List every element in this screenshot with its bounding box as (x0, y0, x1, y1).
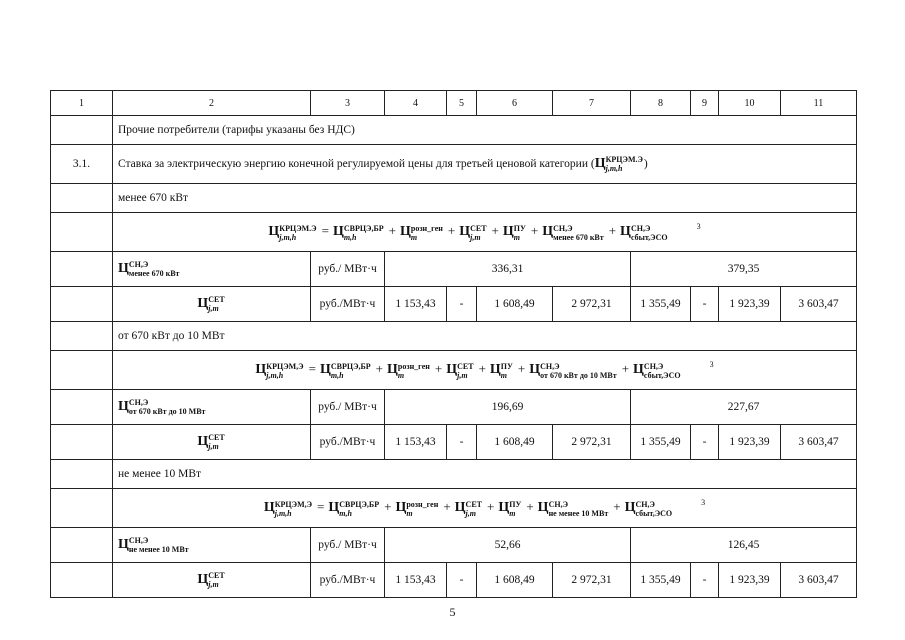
symbol-superscript: ПУ (509, 499, 522, 509)
plus-sign: + (447, 223, 456, 239)
symbol-indices (514, 224, 526, 242)
symbol-indices (208, 295, 224, 313)
symbol-superscript: ПУ (500, 361, 513, 371)
formula-row (51, 213, 857, 252)
symbol-letter: Ц (328, 500, 340, 516)
symbol-indices (470, 224, 486, 242)
symbol-letter: Ц (633, 362, 644, 378)
sn-rate-symbol (118, 260, 180, 278)
symbol-indices (339, 500, 379, 518)
symbol-indices (501, 362, 513, 380)
plus-sign: + (526, 499, 534, 515)
symbol-subscript: j,m (465, 508, 476, 518)
empty-cell (51, 116, 113, 145)
symbol-subscript: j,m (470, 232, 481, 242)
section-label: менее 670 кВт (113, 184, 857, 213)
symbol-subscript: j,m,h (266, 370, 284, 380)
empty-cell (51, 322, 113, 351)
symbol-letter: Ц (118, 398, 129, 414)
set-value-cell: 2 972,31 (553, 425, 631, 460)
plus-sign: + (434, 361, 443, 377)
set-rate-symbol (197, 433, 225, 451)
symbol-subscript: m,h (330, 370, 344, 380)
symbol-subscript: не менее 10 МВт (548, 508, 609, 518)
plus-sign: + (388, 223, 396, 239)
rate-symbol-cell (113, 425, 311, 460)
sn-rate-row (51, 390, 857, 425)
set-value-cell: - (447, 563, 477, 598)
symbol-superscript: СВРЦЭ,БР (343, 223, 384, 233)
symbol-subscript: m,h (339, 508, 352, 518)
plus-sign: + (384, 499, 392, 515)
symbol-indices (129, 398, 206, 416)
symbol-letter: Ц (502, 224, 514, 240)
plus-sign: + (487, 499, 495, 515)
symbol-indices (208, 571, 224, 589)
symbol-letter: Ц (529, 362, 541, 378)
empty-cell (51, 351, 113, 390)
symbol-letter: Ц (197, 295, 209, 311)
unit-cell: руб./ МВт·ч (311, 390, 385, 425)
set-value-cell: 1 608,49 (477, 287, 553, 322)
set-value-cell: 3 603,47 (781, 425, 857, 460)
plus-sign: + (491, 223, 499, 239)
empty-cell (51, 213, 113, 252)
rate-symbol-cell (113, 252, 311, 287)
unit-cell: руб./ МВт·ч (311, 252, 385, 287)
empty-cell (51, 287, 113, 322)
symbol-subscript: m (509, 508, 516, 518)
symbol-letter: Ц (446, 362, 458, 378)
empty-cell (51, 563, 113, 598)
symbol-subscript: m (406, 508, 413, 518)
column-number: 2 (113, 91, 311, 116)
formula-lhs-symbol (263, 499, 313, 518)
symbol-superscript: КРЦЭМ.Э (279, 223, 317, 233)
formula-cell (113, 213, 857, 252)
symbol-letter: Ц (620, 224, 631, 240)
symbol-subscript: j,m,h (605, 164, 623, 173)
empty-cell (51, 390, 113, 425)
symbol-superscript: СВРЦЭ,БР (339, 499, 380, 509)
plus-sign: + (517, 361, 526, 377)
column-number: 11 (781, 91, 857, 116)
symbol-letter: Ц (263, 500, 275, 516)
symbol-letter: Ц (624, 500, 636, 516)
symbol-superscript: розн_ген (406, 499, 439, 509)
symbol-superscript: СЕТ (208, 433, 225, 442)
symbol-letter: Ц (459, 224, 471, 240)
symbol-indices (509, 500, 521, 518)
rate-symbol-cell (113, 528, 311, 563)
column-number: 1 (51, 91, 113, 116)
title-paren-open: ( (590, 157, 595, 170)
formula-term-symbol (387, 361, 431, 380)
empty-cell (51, 528, 113, 563)
symbol-indices (631, 224, 668, 242)
formula-term-symbol (332, 223, 385, 242)
formula-lhs-symbol (255, 361, 304, 380)
symbol-indices (129, 536, 189, 554)
symbol-superscript: СВРЦЭ,БР (330, 361, 371, 371)
symbol-superscript: СН,Э (128, 398, 149, 407)
plus-sign: + (530, 223, 539, 239)
symbol-letter: Ц (400, 224, 411, 240)
symbol-letter: Ц (197, 433, 209, 449)
symbol-indices (606, 155, 643, 173)
symbol-letter: Ц (387, 362, 398, 378)
category-label: Прочие потребители (тарифы указаны без НДС) (113, 116, 857, 145)
formula-term-symbol (319, 361, 372, 380)
set-value-cell: 1 355,49 (631, 563, 691, 598)
set-rate-row (51, 287, 857, 322)
symbol-superscript: СН,Э (548, 499, 568, 509)
symbol-indices (466, 500, 482, 518)
empty-cell (51, 460, 113, 489)
item-title-text: Ставка за электрическую энергию конечной регулируемой цены для третьей ценовой категории (118, 157, 588, 170)
plus-sign: + (613, 499, 621, 515)
symbol-subscript: m (513, 232, 521, 242)
symbol-indices (549, 500, 609, 518)
sn-value-left: 336,31 (385, 252, 631, 287)
sn-rate-symbol (118, 536, 190, 554)
symbol-superscript: СН,Э (635, 499, 655, 509)
set-rate-row (51, 425, 857, 460)
section-label: от 670 кВт до 10 МВт (113, 322, 857, 351)
set-value-cell: 1 923,39 (719, 425, 781, 460)
symbol-letter: Ц (542, 224, 554, 240)
column-number: 9 (691, 91, 719, 116)
symbol-indices (275, 500, 312, 518)
column-number: 7 (553, 91, 631, 116)
symbol-superscript: СН,Э (128, 536, 149, 545)
set-rate-symbol (197, 295, 225, 313)
section-label-row (51, 322, 857, 351)
formula-term-symbol (454, 499, 483, 518)
plus-sign: + (375, 361, 384, 377)
set-value-cell: 1 923,39 (719, 287, 781, 322)
symbol-subscript: m,h (343, 232, 357, 242)
symbol-subscript: j,m,h (274, 508, 292, 518)
formula-term-symbol (624, 499, 674, 518)
category-row (51, 116, 857, 145)
section-label: не менее 10 МВт (113, 460, 857, 489)
symbol-subscript: m (397, 370, 405, 380)
footnote-marker: 3 (696, 222, 701, 232)
sn-rate-row (51, 252, 857, 287)
plus-sign: + (621, 361, 630, 377)
set-value-cell: - (691, 287, 719, 322)
column-number: 5 (447, 91, 477, 116)
symbol-superscript: СЕТ (457, 361, 474, 371)
equals-sign: = (321, 223, 329, 239)
sn-rate-row (51, 528, 857, 563)
set-value-cell: 1 608,49 (477, 563, 553, 598)
symbol-superscript: розн_ген (397, 361, 430, 371)
set-value-cell: 3 603,47 (781, 287, 857, 322)
set-value-cell: - (447, 287, 477, 322)
formula-term-symbol (459, 223, 487, 242)
set-value-cell: 1 153,43 (385, 563, 447, 598)
formula-term-symbol (502, 223, 527, 242)
symbol-letter: Ц (118, 260, 129, 276)
set-value-cell: 1 355,49 (631, 425, 691, 460)
column-number: 4 (385, 91, 447, 116)
formula-row (51, 351, 857, 390)
column-number-header-row (51, 91, 857, 116)
symbol-subscript: сбыт,ЭСО (635, 508, 673, 518)
empty-cell (51, 425, 113, 460)
formula-term-symbol (446, 361, 474, 380)
equals-sign: = (308, 361, 316, 377)
plus-sign: + (608, 223, 617, 239)
set-value-cell: 3 603,47 (781, 563, 857, 598)
symbol-subscript: j,m (457, 370, 468, 380)
symbol-subscript: от 670 кВт до 10 МВт (128, 407, 206, 416)
sn-value-right: 126,45 (631, 528, 857, 563)
sn-rate-symbol (118, 398, 206, 416)
formula-term-symbol (542, 223, 604, 242)
symbol-indices (540, 362, 617, 380)
formula-cell (113, 489, 857, 528)
symbol-superscript: СН,Э (630, 223, 651, 233)
symbol-letter: Ц (319, 362, 331, 378)
symbol-indices (279, 224, 316, 242)
symbol-subscript: сбыт,ЭСО (630, 232, 668, 242)
symbol-letter: Ц (537, 500, 549, 516)
sn-value-left: 196,69 (385, 390, 631, 425)
formula-lhs-symbol (268, 223, 317, 242)
symbol-superscript: КРЦЭМ.Э (605, 155, 643, 164)
column-number: 3 (311, 91, 385, 116)
symbol-superscript: СЕТ (208, 295, 225, 304)
set-value-cell: 1 153,43 (385, 425, 447, 460)
symbol-indices (635, 500, 672, 518)
symbol-superscript: СЕТ (465, 499, 482, 509)
set-value-cell: 1 923,39 (719, 563, 781, 598)
symbol-indices (331, 362, 371, 380)
set-rate-symbol (197, 571, 225, 589)
set-value-cell: 1 355,49 (631, 287, 691, 322)
set-rate-row (51, 563, 857, 598)
symbol-indices (398, 362, 430, 380)
column-number: 6 (477, 91, 553, 116)
sn-value-left: 52,66 (385, 528, 631, 563)
symbol-indices (208, 433, 224, 451)
item-title (113, 145, 857, 184)
symbol-letter: Ц (197, 571, 209, 587)
symbol-superscript: СН,Э (540, 361, 560, 371)
symbol-indices (266, 362, 303, 380)
formula-term-symbol (400, 223, 444, 242)
set-value-cell: - (691, 425, 719, 460)
set-value-cell: 2 972,31 (553, 287, 631, 322)
symbol-superscript: СЕТ (470, 223, 487, 233)
equals-sign: = (317, 499, 325, 515)
symbol-subscript: менее 670 кВт (128, 269, 180, 278)
symbol-letter: Ц (332, 224, 344, 240)
set-value-cell: - (447, 425, 477, 460)
sn-value-right: 379,35 (631, 252, 857, 287)
symbol-superscript: СН,Э (643, 361, 664, 371)
symbol-superscript: КРЦЭМ,Э (266, 361, 304, 371)
column-number: 8 (631, 91, 691, 116)
item-title-row (51, 145, 857, 184)
rate-symbol-cell (113, 390, 311, 425)
empty-cell (51, 252, 113, 287)
symbol-subscript: m (500, 370, 508, 380)
symbol-subscript: j,m (208, 442, 219, 451)
symbol-indices (129, 260, 180, 278)
empty-cell (51, 184, 113, 213)
symbol-subscript: менее 670 кВт (553, 232, 604, 242)
set-value-cell: 2 972,31 (553, 563, 631, 598)
symbol-indices (644, 362, 681, 380)
rate-symbol-cell (113, 563, 311, 598)
formula-term-symbol (328, 499, 380, 518)
unit-cell: руб./ МВт·ч (311, 528, 385, 563)
symbol-subscript: j,m,h (279, 232, 297, 242)
formula-term-symbol (633, 361, 682, 380)
set-value-cell: 1 153,43 (385, 287, 447, 322)
symbol-letter: Ц (395, 500, 407, 516)
formula-term-symbol (489, 361, 514, 380)
symbol-indices (344, 224, 384, 242)
symbol-superscript: СЕТ (208, 571, 225, 580)
symbol-letter: Ц (489, 362, 501, 378)
formula-row (51, 489, 857, 528)
symbol-superscript: СН,Э (553, 223, 573, 233)
column-number: 10 (719, 91, 781, 116)
formula-term-symbol (537, 499, 610, 518)
formula-term-symbol (620, 223, 669, 242)
symbol-letter: Ц (268, 224, 280, 240)
tariff-table (50, 90, 857, 598)
unit-cell: руб./МВт·ч (311, 425, 385, 460)
title-paren-close: ) (643, 157, 648, 170)
symbol-indices (457, 362, 473, 380)
unit-cell: руб./МВт·ч (311, 287, 385, 322)
title-symbol (594, 155, 644, 173)
set-value-cell: 1 608,49 (477, 425, 553, 460)
formula-term-symbol (395, 499, 439, 518)
symbol-subscript: от 670 кВт до 10 МВт (540, 370, 617, 380)
footnote-marker: 3 (709, 360, 714, 370)
symbol-letter: Ц (498, 500, 510, 516)
symbol-letter: Ц (454, 500, 466, 516)
symbol-indices (406, 500, 438, 518)
section-label-row (51, 460, 857, 489)
symbol-subscript: сбыт,ЭСО (643, 370, 681, 380)
symbol-superscript: ПУ (513, 223, 526, 233)
symbol-subscript: j,m (208, 304, 219, 313)
plus-sign: + (443, 499, 451, 515)
symbol-subscript: m (410, 232, 418, 242)
section-label-row (51, 184, 857, 213)
symbol-letter: Ц (118, 536, 129, 552)
plus-sign: + (478, 361, 486, 377)
symbol-superscript: розн_ген (410, 223, 443, 233)
page-number: 5 (449, 605, 456, 619)
sn-value-right: 227,67 (631, 390, 857, 425)
symbol-subscript: j,m (208, 580, 219, 589)
item-number: 3.1. (51, 145, 113, 184)
empty-cell (51, 489, 113, 528)
set-value-cell: - (691, 563, 719, 598)
formula-cell (113, 351, 857, 390)
symbol-superscript: КРЦЭМ,Э (274, 499, 313, 509)
symbol-subscript: не менее 10 МВт (128, 545, 189, 554)
rate-symbol-cell (113, 287, 311, 322)
symbol-indices (553, 224, 604, 242)
formula-term-symbol (498, 499, 522, 518)
symbol-letter: Ц (255, 362, 267, 378)
formula-term-symbol (529, 361, 617, 380)
symbol-letter: Ц (594, 155, 606, 171)
symbol-superscript: СН,Э (128, 260, 149, 269)
symbol-indices (411, 224, 443, 242)
footnote-marker: 3 (701, 498, 706, 508)
unit-cell: руб./МВт·ч (311, 563, 385, 598)
